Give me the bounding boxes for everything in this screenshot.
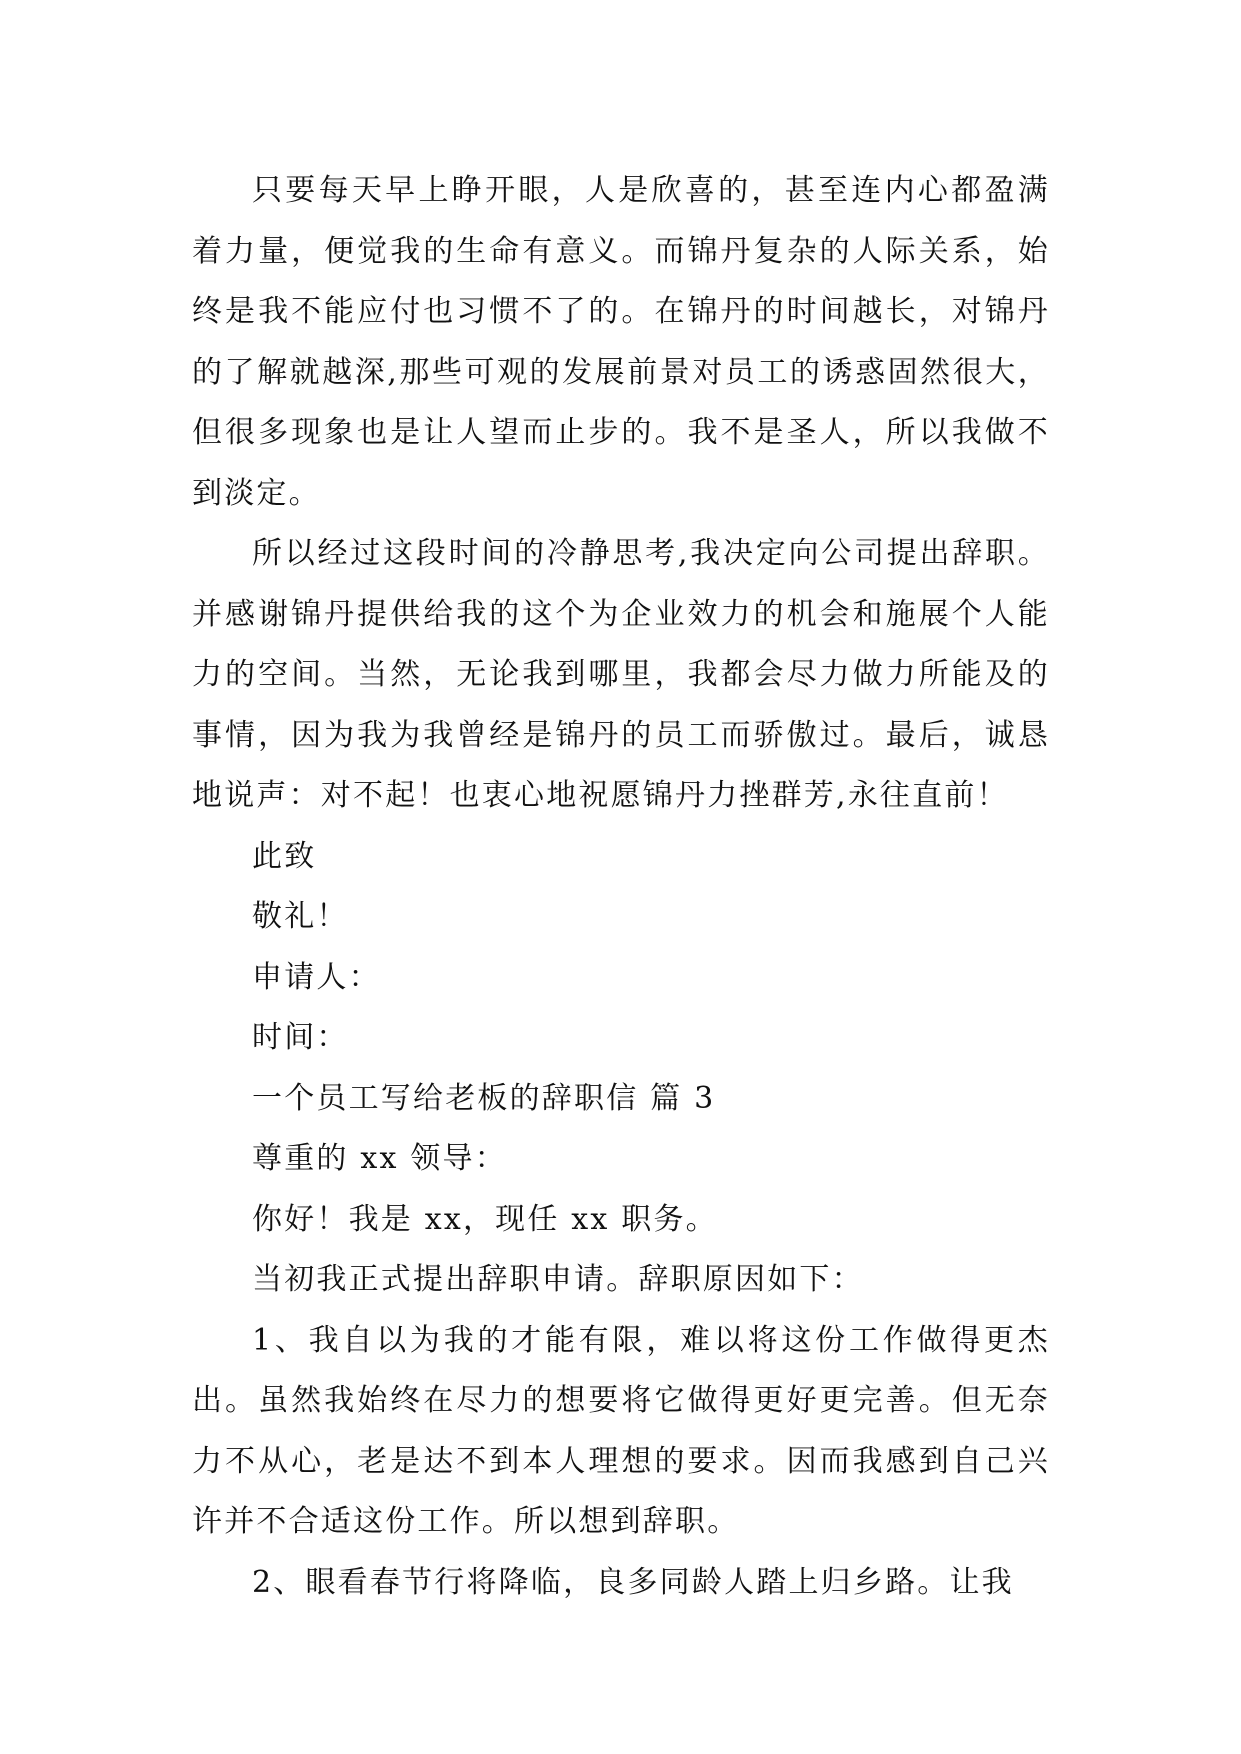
time-line: 时间： [252,1020,349,1055]
applicant-line: 申请人： [252,959,381,995]
paragraph-decision: 所以经过这段时间的冷静思考,我决定向公司提出辞职。并感谢锦丹提供给我的这个为企业效力的机会和施展个人能力的空间。当然，无论我到哪里，我都会尽力做力所能及的事情，因为我为我曾经是锦丹的员工而骄傲过。最后，诚恳地说声：对不起！也衷心地祝愿锦丹力挫群芳,永往直前！ [192,536,1050,813]
salute-line: 敬礼！ [252,899,349,934]
greeting-line: 尊重的 xx 领导： [252,1141,507,1176]
statement-line: 当初我正式提出辞职申请。辞职原因如下： [252,1262,864,1297]
reason-paragraph-2: 2、眼看春节行将降临，良多同龄人踏上归乡路。让我 [252,1564,1014,1600]
section-title: 一个员工写给老板的辞职信 篇 3 [252,1080,716,1116]
paragraph-reflection: 只要每天早上睁开眼，人是欣喜的，甚至连内心都盈满着力量，便觉我的生命有意义。而锦丹复杂的人际关系，始终是我不能应付也习惯不了的。在锦丹的时间越长，对锦丹的了解就越深,那些可观的发展前景对员工的诱惑固然很大，但很多现象也是让人望而止步的。我不是圣人，所以我做不到淡定。 [192,173,1050,511]
reason-paragraph-1: 1、我自以为我的才能有限，难以将这份工作做得更杰出。虽然我始终在尽力的想要将它做得更好更完善。但无奈力不从心，老是达不到本人理想的要求。因而我感到自己兴许并不合适这份工作。所以想到辞职。 [192,1322,1050,1539]
closing-line: 此致 [252,838,317,874]
document-body [192,161,1050,1613]
intro-line: 你好！我是 xx，现任 xx 职务。 [252,1201,718,1237]
